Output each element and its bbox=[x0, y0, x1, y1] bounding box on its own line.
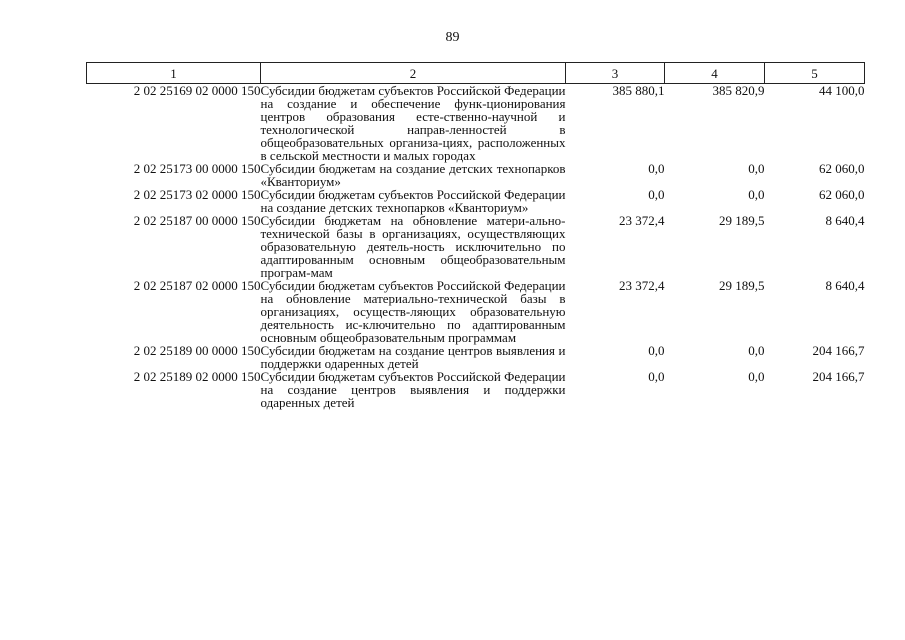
row-code: 2 02 25173 02 0000 150 bbox=[133, 187, 261, 202]
row-value-3: 23 372,4 bbox=[619, 213, 665, 228]
row-value-4: 0,0 bbox=[748, 343, 765, 358]
row-name: Субсидии бюджетам субъектов Российской Федерации на создание детских технопарков «Кванториум» bbox=[260, 187, 566, 215]
table-row bbox=[87, 279, 865, 344]
row-name: Субсидии бюджетам субъектов Российской Федерации на создание центров выявления и поддержки одаренных детей bbox=[260, 369, 566, 410]
header-col-5: 5 bbox=[765, 63, 865, 84]
row-value-5: 62 060,0 bbox=[819, 187, 865, 202]
header-col-3: 3 bbox=[566, 63, 665, 84]
row-value-5: 62 060,0 bbox=[819, 161, 865, 176]
page-number: 89 bbox=[445, 30, 460, 45]
row-value-5: 204 166,7 bbox=[812, 343, 865, 358]
row-value-3: 0,0 bbox=[648, 161, 665, 176]
row-value-3: 0,0 bbox=[648, 187, 665, 202]
row-value-4: 0,0 bbox=[748, 187, 765, 202]
budget-table bbox=[86, 62, 865, 409]
row-name: Субсидии бюджетам субъектов Российской Федерации на обновление материально-технической базы в организациях, осуществ-ляющих образовательную деятельность ис-ключительно по адаптированным основным общеобразовательным программам bbox=[260, 278, 566, 345]
row-value-5: 8 640,4 bbox=[825, 213, 865, 228]
row-value-4: 385 820,9 bbox=[712, 83, 765, 98]
row-value-5: 44 100,0 bbox=[819, 83, 865, 98]
row-code: 2 02 25187 00 0000 150 bbox=[133, 213, 261, 228]
row-name: Субсидии бюджетам на обновление матери-ально-технической базы в организациях, осуществляющих образовательную деятель-ность исключительно по адаптированным основным общеобразовательным програм-мам bbox=[260, 213, 566, 280]
table-header bbox=[87, 63, 865, 84]
row-value-3: 0,0 bbox=[648, 369, 665, 384]
row-code: 2 02 25187 02 0000 150 bbox=[133, 278, 261, 293]
table-row bbox=[87, 214, 865, 279]
row-value-5: 8 640,4 bbox=[825, 278, 865, 293]
table-row bbox=[87, 188, 865, 214]
header-col-1: 1 bbox=[87, 63, 261, 84]
table-row bbox=[87, 84, 865, 163]
row-name: Субсидии бюджетам на создание центров выявления и поддержки одаренных детей bbox=[260, 343, 566, 371]
table-body bbox=[87, 84, 865, 410]
row-code: 2 02 25189 00 0000 150 bbox=[133, 343, 261, 358]
header-row bbox=[87, 63, 865, 84]
row-value-3: 23 372,4 bbox=[619, 278, 665, 293]
row-value-3: 385 880,1 bbox=[612, 83, 665, 98]
row-value-4: 0,0 bbox=[748, 369, 765, 384]
row-name: Субсидии бюджетам на создание детских технопарков «Кванториум» bbox=[260, 161, 566, 189]
row-value-3: 0,0 bbox=[648, 343, 665, 358]
header-col-4: 4 bbox=[665, 63, 765, 84]
row-value-5: 204 166,7 bbox=[812, 369, 865, 384]
table-row bbox=[87, 370, 865, 409]
table-row bbox=[87, 344, 865, 370]
header-col-2: 2 bbox=[261, 63, 566, 84]
row-value-4: 29 189,5 bbox=[719, 213, 765, 228]
table-row bbox=[87, 162, 865, 188]
row-code: 2 02 25169 02 0000 150 bbox=[133, 83, 261, 98]
row-name: Субсидии бюджетам субъектов Российской Федерации на создание и обеспечение функ-ционирования центров образования есте-ственно-научной и технологической направ-ленностей в общеобразовательных организа-циях, расположенных в сельской местности и малых городах bbox=[260, 83, 566, 163]
row-code: 2 02 25173 00 0000 150 bbox=[133, 161, 261, 176]
row-value-4: 0,0 bbox=[748, 161, 765, 176]
row-value-4: 29 189,5 bbox=[719, 278, 765, 293]
row-code: 2 02 25189 02 0000 150 bbox=[133, 369, 261, 384]
